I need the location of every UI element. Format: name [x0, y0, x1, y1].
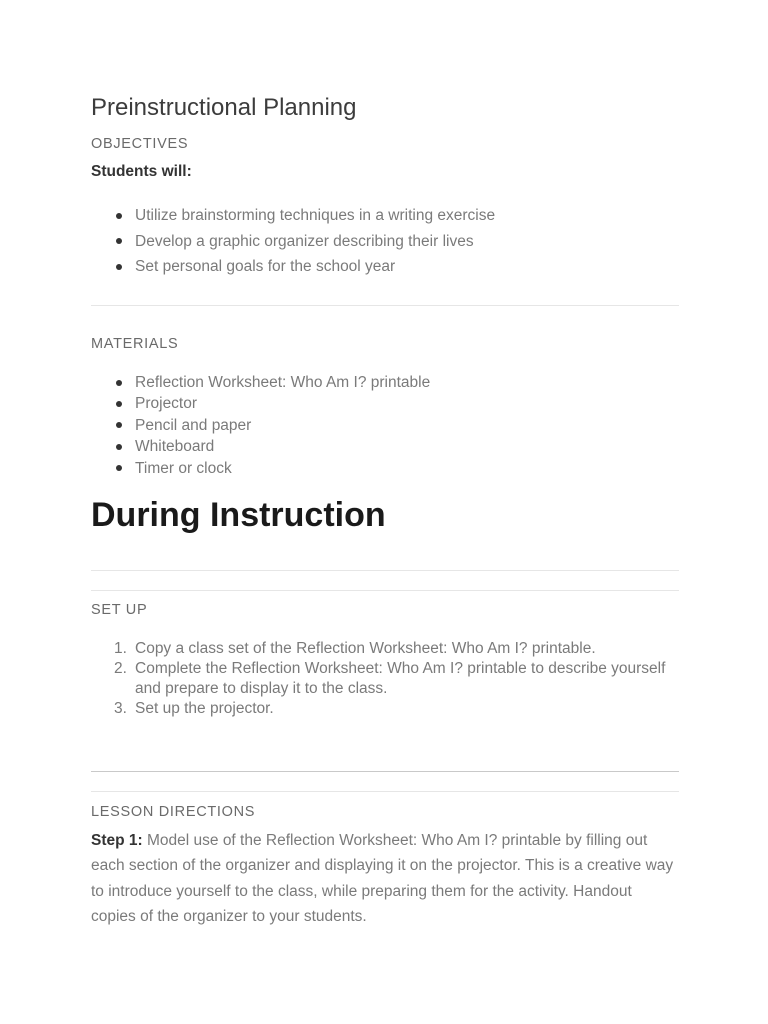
list-item: Pencil and paper — [91, 415, 430, 436]
list-item: Utilize brainstorming techniques in a writing exercise — [91, 203, 495, 229]
step-number: 3. — [114, 700, 127, 717]
step-number: 2. — [114, 660, 127, 677]
section-divider — [91, 771, 679, 772]
step-number: 1. — [114, 640, 127, 657]
list-item — [91, 639, 679, 659]
list-item: Reflection Worksheet: Who Am I? printable — [91, 372, 430, 393]
during-instruction-heading: During Instruction — [91, 496, 386, 534]
objectives-list — [91, 203, 495, 280]
materials-label: MATERIALS — [91, 336, 179, 352]
list-item: Whiteboard — [91, 436, 430, 457]
list-item: Set personal goals for the school year — [91, 254, 495, 280]
step-text: Copy a class set of the Reflection Worksheet: Who Am I? printable. — [135, 640, 596, 657]
lesson-directions-label: LESSON DIRECTIONS — [91, 804, 256, 820]
section-divider — [91, 305, 679, 306]
list-item: Timer or clock — [91, 458, 430, 479]
section-divider — [91, 791, 679, 792]
setup-steps-list — [91, 639, 679, 719]
step-text: Set up the projector. — [135, 700, 274, 717]
list-item — [91, 659, 679, 699]
step-1-label: Step 1: — [91, 832, 143, 849]
students-will-label: Students will: — [91, 163, 192, 180]
preinstructional-heading: Preinstructional Planning — [91, 94, 357, 121]
list-item — [91, 699, 679, 719]
step-text: Complete the Reflection Worksheet: Who Am I? printable to describe yourself and prepare to display it to the class. — [135, 660, 666, 697]
list-item: Projector — [91, 393, 430, 414]
section-divider — [91, 570, 679, 571]
objectives-label: OBJECTIVES — [91, 136, 189, 152]
section-divider — [91, 590, 679, 591]
step-1-text: Model use of the Reflection Worksheet: Who Am I? printable by filling out each section of the organizer and displaying it on the projector. This is a creative way to introduce yourself to the class, while preparing them for the activity. Handout copies of the organizer to your students. — [91, 832, 674, 925]
list-item: Develop a graphic organizer describing their lives — [91, 229, 495, 255]
materials-list — [91, 372, 430, 479]
setup-label: SET UP — [91, 602, 148, 618]
step-1-paragraph — [91, 828, 679, 929]
